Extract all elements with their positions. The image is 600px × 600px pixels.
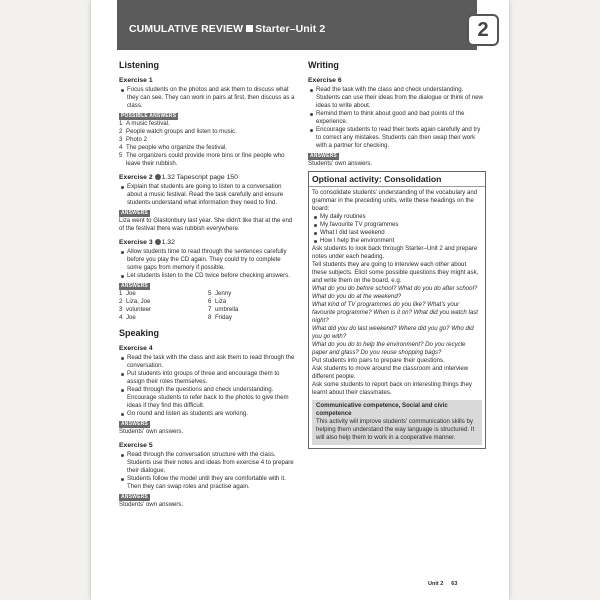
competence-box: [312, 400, 482, 445]
bullet: Encourage students to read their texts again carefully and try to correct any mistakes. Students can then swap their work with a partner for checking.: [308, 126, 486, 150]
bullet: Read the task with the class and ask them to read through the conversation.: [119, 354, 297, 370]
example-question: What do you do before school? What do you do after school? What do you do at the weekend?: [312, 285, 478, 300]
exercise-3-title: Exercise 3 1.32: [119, 239, 175, 246]
optional-paragraph: Put students into pairs to prepare their questions.: [312, 357, 445, 364]
exercise-6-title: Exercise 6: [308, 77, 342, 84]
answers-tag: ANSWERS: [121, 494, 148, 500]
exercise-5-title: Exercise 5: [119, 442, 153, 449]
answers-tag: ANSWERS: [121, 210, 148, 216]
answers-tag: ANSWERS: [121, 421, 148, 427]
unit-number-badge: 2: [467, 14, 499, 46]
answer-item: 4 Joe: [119, 314, 136, 321]
heading-item: My daily routines: [312, 213, 482, 221]
exercise-2-bullets: [119, 183, 297, 207]
answer-item: 3 volunteer: [119, 306, 152, 313]
page-footer: [428, 581, 457, 587]
exercise-1-title: Exercise 1: [119, 77, 153, 84]
right-column: [308, 58, 486, 449]
example-question: What kind of TV programmes do you like? What's your favourite programme? When is it on? What did you watch last night?: [312, 301, 478, 324]
optional-paragraph: Ask some students to report back on interesting things they learnt about their classmates.: [312, 381, 472, 396]
exercise-4-answer: Students' own answers.: [119, 428, 184, 435]
possible-answers-tag: POSSIBLE ANSWERS: [121, 113, 177, 119]
heading-item: My favourite TV programmes: [312, 221, 482, 229]
example-question: What do you do to help the environment? Do you recycle paper and glass? Do you reuse shopping bags?: [312, 341, 466, 356]
bullet: Students follow the model until they are comfortable with it. Then they can swap roles and practise again.: [119, 475, 297, 491]
answer-item: 2 People watch groups and listen to music.: [119, 128, 237, 135]
footer-unit: Unit 2: [428, 581, 444, 587]
exercise-3-answers: [119, 290, 297, 322]
bullet: Focus students on the photos and ask them to discuss what they can see. They can work in pairs at first, then discuss as a class.: [119, 86, 297, 110]
exercise-6-answer: Students' own answers.: [308, 160, 373, 167]
example-question: What did you do last weekend? Where did you go? Who did you go with?: [312, 325, 474, 340]
bullet: Put students into groups of three and encourage them to assign their roles themselves.: [119, 370, 297, 386]
answer-item: 4 The people who organize the festival.: [119, 144, 227, 151]
answer-item: 1 Joe: [119, 290, 136, 297]
answer-item: 1 A music festival.: [119, 120, 170, 127]
heading-item: How I help the environment: [312, 237, 482, 245]
answer-item: 3 Photo 2: [119, 136, 148, 143]
bullet: Remind them to think about good and bad points of the experience.: [308, 110, 486, 126]
bullet: Allow students time to read through the sentences carefully before you play the CD again. They could try to complete some gaps from memory if possible.: [119, 248, 297, 272]
listening-heading: Listening: [119, 60, 159, 70]
exercise-5-answer: Students' own answers.: [119, 501, 184, 508]
exercise-2-answer: Liza went to Glastonbury last year. She didn't like that at the end of the festival there was rubbish everywhere.: [119, 217, 293, 232]
exercise-2-title: Exercise 2 1.32 Tapescript page 150: [119, 174, 238, 181]
bullet: Read the task with the class and check understanding. Students can use their ideas from the dialogue or think of new ideas to write about.: [308, 86, 486, 110]
optional-headings: [312, 213, 482, 245]
bullet: Go round and listen as students are working.: [119, 410, 297, 418]
exercise-6-bullets: [308, 86, 486, 150]
answer-item: 7 umbrella: [208, 306, 239, 313]
exercise-1-bullets: [119, 86, 297, 110]
exercise-4-title: Exercise 4: [119, 345, 153, 352]
answers-tag: ANSWERS: [310, 153, 337, 159]
optional-activity-title: Optional activity: Consolidation: [309, 174, 485, 187]
optional-intro: To consolidate students' understanding of the vocabulary and grammar in the preceding units, write these headings on the board:: [312, 189, 478, 212]
answer-item: 8 Friday: [208, 314, 232, 321]
competence-title: Communicative competence, Social and civic competence: [316, 402, 448, 417]
competence-text: This activity will improve students' communication skills by helping them understand the way language is structured. It will also help them to work in a cooperative manner.: [316, 418, 475, 441]
writing-heading: Writing: [308, 60, 339, 70]
bullet: Read through the questions and check understanding. Encourage students to refer back to the photos to give them ideas if they find this difficult.: [119, 386, 297, 410]
exercise-1-answers: [119, 120, 297, 168]
cd-icon: [155, 239, 161, 245]
bullet: Explain that students are going to listen to a conversation about a music festival. Read the task carefully and ensure students understand what information they need to find.: [119, 183, 297, 207]
answer-item: 2 Liza, Joe: [119, 298, 151, 305]
bullet: Let students listen to the CD twice before checking answers.: [119, 272, 297, 280]
exercise-3-bullets: [119, 248, 297, 280]
answer-item: 5 The organizers could provide more bins or fine people who leave their rubbish.: [119, 152, 285, 167]
speaking-heading: Speaking: [119, 328, 160, 338]
square-icon: [246, 25, 253, 32]
optional-activity-box: [308, 171, 486, 449]
answer-item: 6 Liza: [208, 298, 227, 305]
left-column: [119, 58, 297, 509]
exercise-5-bullets: [119, 451, 297, 491]
cd-icon: [155, 174, 161, 180]
optional-paragraph: Ask students to move around the classroom and interview different people.: [312, 365, 469, 380]
page-number: 63: [451, 581, 458, 587]
optional-paragraph: Tell students they are going to interview each other about these subjects. Elicit some possible questions they might ask, and write them on the board, e.g.: [312, 261, 479, 284]
optional-paragraph: Ask students to look back through Starter–Unit 2 and prepare notes under each heading.: [312, 245, 478, 260]
bullet: Read through the conversation structure with the class. Students use their notes and ideas from exercise 4 to prepare their dialogue.: [119, 451, 297, 475]
heading-item: What I did last weekend: [312, 229, 482, 237]
exercise-4-bullets: [119, 354, 297, 418]
header-title: CUMULATIVE REVIEW Starter–Unit 2: [129, 23, 326, 35]
workbook-page: [91, 0, 509, 600]
answers-tag: ANSWERS: [121, 283, 148, 289]
answer-item: 5 Jenny: [208, 290, 232, 297]
header-bar: [117, 0, 477, 50]
